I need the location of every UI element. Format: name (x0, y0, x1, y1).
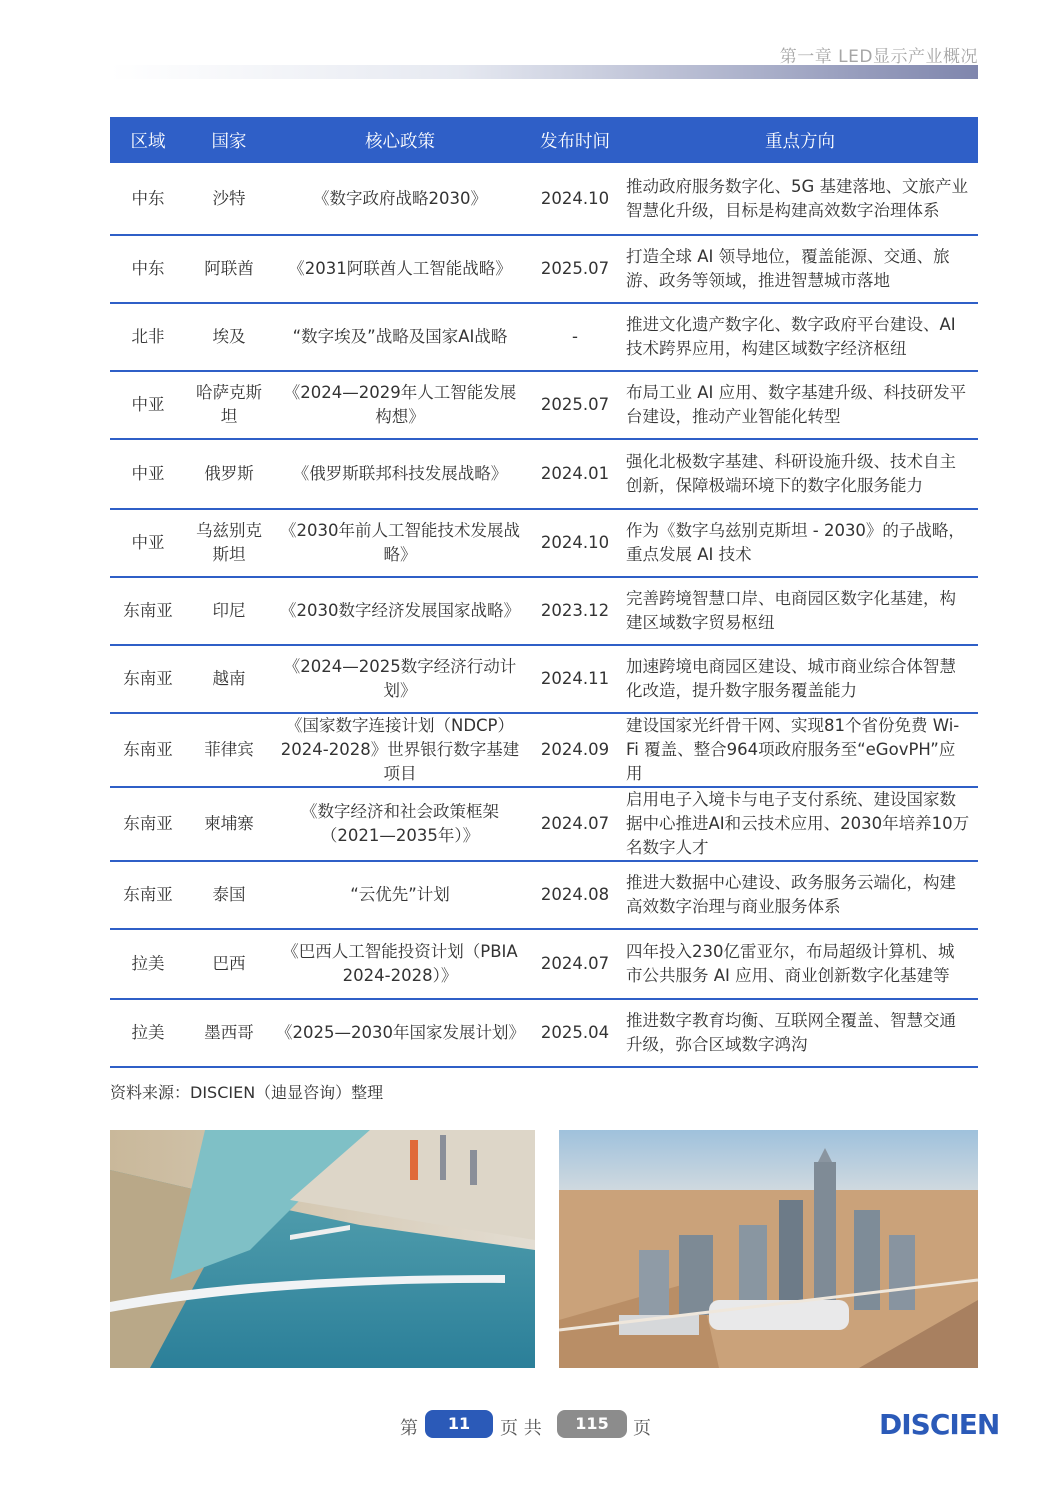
direction-cell: 推进数字教育均衡、互联网全覆盖、智慧交通升级，弥合区域数字鸿沟 (622, 999, 978, 1067)
discien-logo: DISCIEN (879, 1408, 1000, 1441)
region-cell: 东南亚 (110, 713, 186, 787)
date-cell: 2024.09 (528, 713, 622, 787)
country-cell: 泰国 (186, 861, 272, 929)
country-cell: 柬埔寨 (186, 787, 272, 861)
total-pages-badge: 115 (557, 1410, 627, 1438)
region-cell: 东南亚 (110, 787, 186, 861)
region-cell: 中东 (110, 163, 186, 235)
column-header-date: 发布时间 (528, 117, 622, 163)
table-row (110, 713, 978, 787)
column-header-region: 区域 (110, 117, 186, 163)
table-row (110, 645, 978, 713)
policy-cell: “数字埃及”战略及国家AI战略 (272, 303, 528, 371)
date-cell: 2024.10 (528, 163, 622, 235)
region-cell: 拉美 (110, 999, 186, 1067)
chapter-title: 第一章 LED显示产业概况 (779, 47, 978, 67)
policy-cell: 《数字政府战略2030》 (272, 163, 528, 235)
column-header-direction: 重点方向 (622, 117, 978, 163)
date-cell: 2025.07 (528, 371, 622, 439)
table-row (110, 861, 978, 929)
region-cell: 东南亚 (110, 577, 186, 645)
table-row (110, 371, 978, 439)
region-cell: 中亚 (110, 371, 186, 439)
policy-cell: 《2025—2030年国家发展计划》 (272, 999, 528, 1067)
policy-cell: “云优先”计划 (272, 861, 528, 929)
date-cell: 2024.07 (528, 929, 622, 999)
region-cell: 中亚 (110, 439, 186, 509)
header-gradient-bar (110, 65, 978, 79)
port-aerial-photo (110, 1130, 535, 1368)
policy-cell: 《2030年前人工智能技术发展战略》 (272, 509, 528, 577)
policy-cell: 《俄罗斯联邦科技发展战略》 (272, 439, 528, 509)
table-row (110, 163, 978, 235)
region-cell: 北非 (110, 303, 186, 371)
page-prefix: 第 (400, 1418, 418, 1439)
country-cell: 乌兹别克斯坦 (186, 509, 272, 577)
page-mid: 页 共 (500, 1418, 542, 1439)
date-cell: 2024.10 (528, 509, 622, 577)
country-cell: 印尼 (186, 577, 272, 645)
table-row (110, 235, 978, 303)
table-row (110, 787, 978, 861)
country-cell: 埃及 (186, 303, 272, 371)
date-cell: 2024.01 (528, 439, 622, 509)
direction-cell: 推动政府服务数字化、5G 基建落地、文旅产业智慧化升级，目标是构建高效数字治理体系 (622, 163, 978, 235)
policy-cell: 《2024—2029年人工智能发展构想》 (272, 371, 528, 439)
column-header-policy: 核心政策 (272, 117, 528, 163)
direction-cell: 推进文化遗产数字化、数字政府平台建设、AI 技术跨界应用，构建区域数字经济枢纽 (622, 303, 978, 371)
date-cell: 2024.08 (528, 861, 622, 929)
date-cell: 2025.07 (528, 235, 622, 303)
country-cell: 越南 (186, 645, 272, 713)
direction-cell: 打造全球 AI 领导地位，覆盖能源、交通、旅游、政务等领域，推进智慧城市落地 (622, 235, 978, 303)
table-row (110, 303, 978, 371)
direction-cell: 完善跨境智慧口岸、电商园区数字化基建，构建区域数字贸易枢纽 (622, 577, 978, 645)
page-suffix: 页 (633, 1418, 651, 1439)
direction-cell: 启用电子入境卡与电子支付系统、建设国家数据中心推进AI和云技术应用、2030年培养10万名数字人才 (622, 787, 978, 861)
direction-cell: 加速跨境电商园区建设、城市商业综合体智慧化改造，提升数字服务覆盖能力 (622, 645, 978, 713)
table-row (110, 439, 978, 509)
table-row (110, 509, 978, 577)
country-cell: 沙特 (186, 163, 272, 235)
policy-table (110, 117, 978, 1068)
table-row (110, 929, 978, 999)
country-cell: 菲律宾 (186, 713, 272, 787)
direction-cell: 布局工业 AI 应用、数字基建升级、科技研发平台建设，推动产业智能化转型 (622, 371, 978, 439)
source-note: 资料来源：DISCIEN（迪显咨询）整理 (110, 1083, 384, 1102)
country-cell: 阿联酋 (186, 235, 272, 303)
region-cell: 拉美 (110, 929, 186, 999)
city-skyline-photo (559, 1130, 978, 1368)
direction-cell: 强化北极数字基建、科研设施升级、技术自主创新，保障极端环境下的数字化服务能力 (622, 439, 978, 509)
region-cell: 东南亚 (110, 861, 186, 929)
policy-cell: 《巴西人工智能投资计划（PBIA 2024-2028）》 (272, 929, 528, 999)
date-cell: 2023.12 (528, 577, 622, 645)
date-cell: 2024.11 (528, 645, 622, 713)
policy-cell: 《2030数字经济发展国家战略》 (272, 577, 528, 645)
table-header-row (110, 117, 978, 163)
date-cell: 2025.04 (528, 999, 622, 1067)
direction-cell: 推进大数据中心建设、政务服务云端化，构建高效数字治理与商业服务体系 (622, 861, 978, 929)
policy-cell: 《2031阿联酋人工智能战略》 (272, 235, 528, 303)
region-cell: 中亚 (110, 509, 186, 577)
country-cell: 墨西哥 (186, 999, 272, 1067)
current-page-badge: 11 (425, 1410, 493, 1438)
table-row (110, 577, 978, 645)
table-row (110, 999, 978, 1067)
direction-cell: 四年投入230亿雷亚尔，布局超级计算机、城市公共服务 AI 应用、商业创新数字化基建等 (622, 929, 978, 999)
policy-cell: 《数字经济和社会政策框架（2021—2035年）》 (272, 787, 528, 861)
region-cell: 中东 (110, 235, 186, 303)
country-cell: 俄罗斯 (186, 439, 272, 509)
column-header-country: 国家 (186, 117, 272, 163)
country-cell: 哈萨克斯坦 (186, 371, 272, 439)
direction-cell: 建设国家光纤骨干网、实现81个省份免费 Wi-Fi 覆盖、整合964项政府服务至“eGovPH”应用 (622, 713, 978, 787)
date-cell: 2024.07 (528, 787, 622, 861)
country-cell: 巴西 (186, 929, 272, 999)
policy-cell: 《2024—2025数字经济行动计划》 (272, 645, 528, 713)
policy-cell: 《国家数字连接计划（NDCP）2024-2028》世界银行数字基建项目 (272, 713, 528, 787)
date-cell: - (528, 303, 622, 371)
region-cell: 东南亚 (110, 645, 186, 713)
direction-cell: 作为《数字乌兹别克斯坦 - 2030》的子战略，重点发展 AI 技术 (622, 509, 978, 577)
